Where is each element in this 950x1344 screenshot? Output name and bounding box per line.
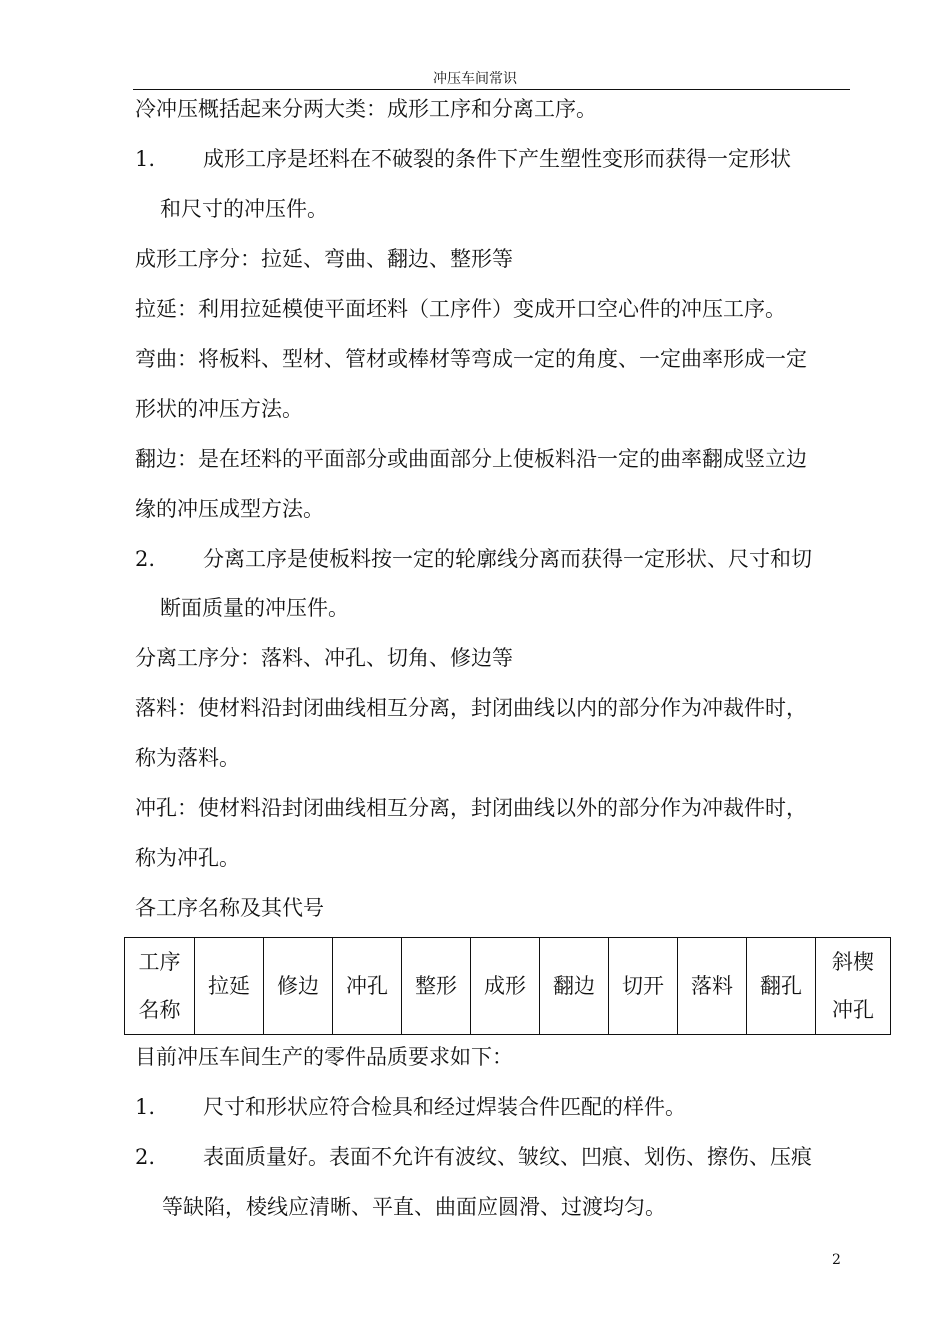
punching-line-1: 冲孔：使材料沿封闭曲线相互分离，封闭曲线以外的部分作为冲裁件时， (135, 796, 807, 820)
bending-line-1: 弯曲：将板料、型材、管材或棒材等弯成一定的角度、一定曲率形成一定 (135, 347, 807, 371)
item-2-line-1: 分离工序是使板料按一定的轮廓线分离而获得一定形状、尺寸和切 (203, 547, 812, 571)
item-2-line-2: 断面质量的冲压件。 (160, 596, 349, 620)
table-caption: 各工序名称及其代号 (135, 896, 324, 920)
quality-2-line-2: 等缺陷，棱线应清晰、平直、曲面应圆滑、过渡均匀。 (162, 1195, 666, 1219)
item-1-line-1: 成形工序是坯料在不破裂的条件下产生塑性变形而获得一定形状 (203, 147, 791, 171)
bending-line-2: 形状的冲压方法。 (135, 397, 303, 421)
quality-2-number: 2. (135, 1145, 156, 1169)
table-cell: 切开 (609, 938, 678, 1035)
table-header-line-1: 工序 (138, 950, 181, 974)
drawing-definition: 拉延：利用拉延模使平面坯料（工序件）变成开口空心件的冲压工序。 (135, 297, 786, 321)
table-cell-last (816, 938, 891, 1035)
table-cell: 整形 (402, 938, 471, 1035)
blanking-line-2: 称为落料。 (135, 746, 240, 770)
item-1-line-2: 和尺寸的冲压件。 (160, 197, 328, 221)
table-cell: 翻孔 (747, 938, 816, 1035)
table-row (125, 938, 891, 1035)
table-header-cell (125, 938, 195, 1035)
intro-paragraph: 冷冲压概括起来分两大类：成形工序和分离工序。 (135, 97, 597, 121)
table-last-line-2: 冲孔 (832, 998, 874, 1022)
page-number: 2 (832, 1252, 841, 1268)
table-header-line-2: 名称 (138, 998, 181, 1022)
table-cell: 翻边 (540, 938, 609, 1035)
flanging-line-2: 缘的冲压成型方法。 (135, 497, 324, 521)
quality-intro: 目前冲压车间生产的零件品质要求如下： (135, 1045, 513, 1069)
quality-1-number: 1. (135, 1095, 156, 1119)
item-2-number: 2. (135, 547, 156, 571)
table-cell: 修边 (264, 938, 333, 1035)
table-cell: 冲孔 (333, 938, 402, 1035)
header-divider (133, 89, 850, 90)
punching-line-2: 称为冲孔。 (135, 846, 240, 870)
table-cell: 拉延 (195, 938, 264, 1035)
quality-1-text: 尺寸和形状应符合检具和经过焊装合件匹配的样件。 (203, 1095, 686, 1119)
table-last-line-1: 斜楔 (832, 950, 874, 974)
table-cell: 落料 (678, 938, 747, 1035)
table-cell: 成形 (471, 938, 540, 1035)
forming-types: 成形工序分：拉延、弯曲、翻边、整形等 (135, 247, 513, 271)
separation-types: 分离工序分：落料、冲孔、切角、修边等 (135, 646, 513, 670)
quality-2-line-1: 表面质量好。表面不允许有波纹、皱纹、凹痕、划伤、擦伤、压痕 (203, 1145, 812, 1169)
item-1-number: 1. (135, 147, 156, 171)
header-title: 冲压车间常识 (433, 71, 517, 87)
blanking-line-1: 落料：使材料沿封闭曲线相互分离，封闭曲线以内的部分作为冲裁件时， (135, 696, 807, 720)
process-table (124, 937, 891, 1035)
flanging-line-1: 翻边：是在坯料的平面部分或曲面部分上使板料沿一定的曲率翻成竖立边 (135, 447, 807, 471)
